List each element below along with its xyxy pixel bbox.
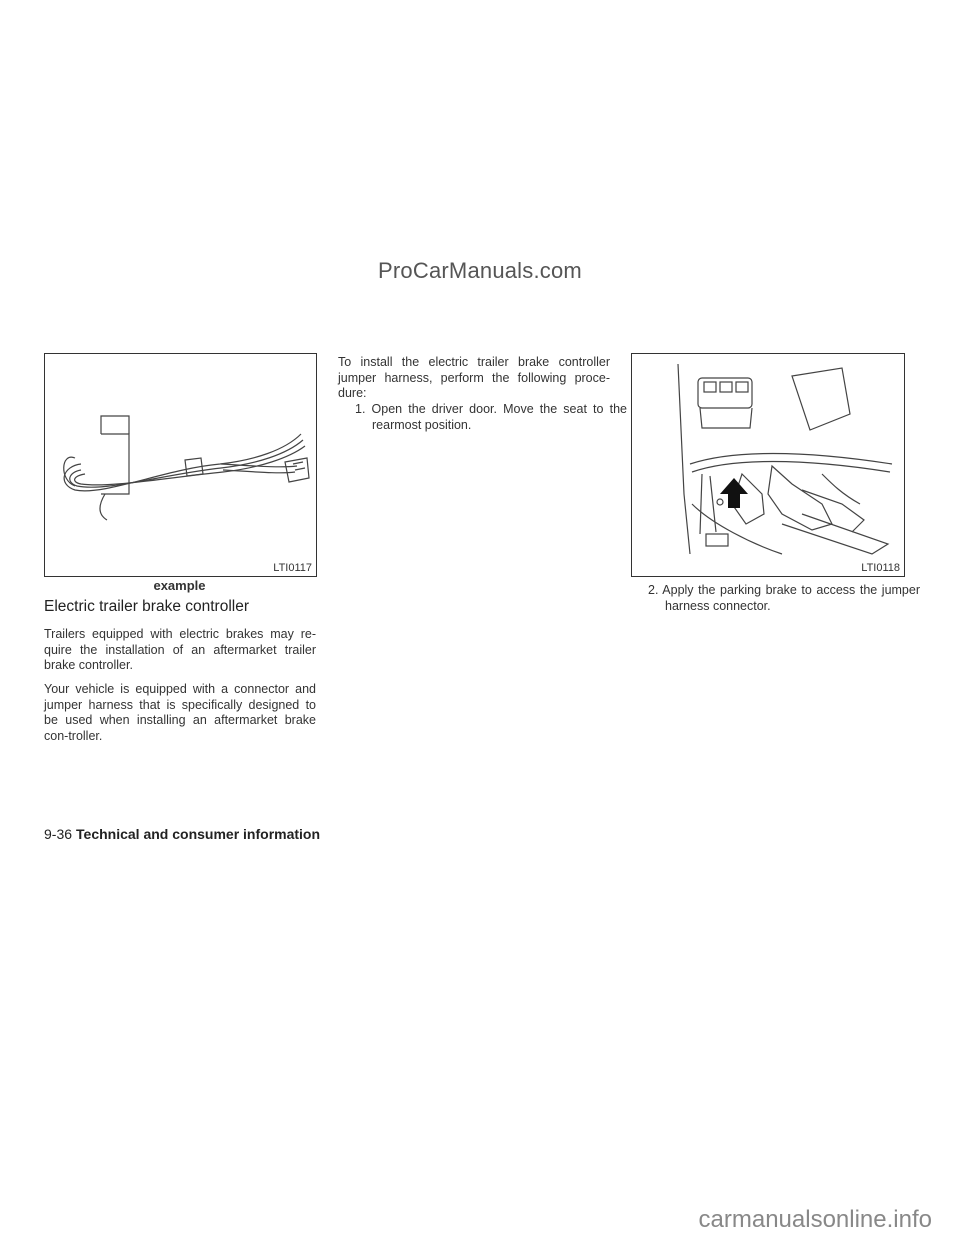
- wiring-harness-figure: [44, 353, 317, 577]
- step-item: 2. Apply the parking brake to access the jumper harness connector.: [648, 583, 920, 613]
- watermark-bottom: [0, 1198, 960, 1238]
- watermark-top: ProCarManuals.com: [378, 258, 582, 283]
- watermark-bottom-text: carmanualsonline.info: [698, 1206, 932, 1233]
- driver-footwell-figure: [631, 353, 905, 577]
- page-footer: [44, 826, 320, 842]
- section-heading: Electric trailer brake controller: [44, 598, 250, 615]
- footwell-illustration: [632, 354, 904, 576]
- chapter-title: Technical and consumer information: [76, 826, 321, 842]
- figure-caption: example: [153, 578, 206, 593]
- wiring-harness-illustration: [45, 354, 316, 576]
- figure-code: LTI0118: [861, 562, 900, 574]
- step-item: 1. Open the driver door. Move the seat to the rearmost position.: [355, 402, 627, 432]
- paragraph: To install the electric trailer brake controller jumper harness, perform the following proce-dure:: [338, 355, 610, 400]
- paragraph: Your vehicle is equipped with a connector and jumper harness that is specifically designed to be used when installing an aftermarket brake con-troller.: [44, 682, 316, 743]
- paragraph: Trailers equipped with electric brakes may re-quire the installation of an aftermarket trailer brake controller.: [44, 627, 316, 672]
- page-number: 9-36: [44, 826, 73, 842]
- arrow-indicator: [720, 478, 748, 508]
- figure-code: LTI0117: [273, 562, 312, 574]
